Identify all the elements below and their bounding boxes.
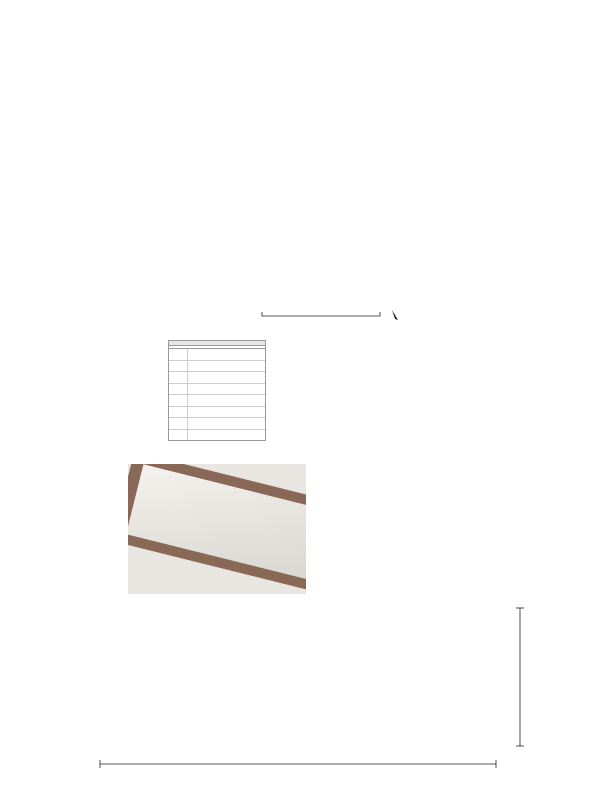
- legend-row: [169, 418, 265, 430]
- finished-piece-photo: [128, 464, 306, 594]
- diagram-1-square-motif: [318, 348, 550, 566]
- legend-row: [169, 361, 265, 373]
- join-icon: [169, 430, 188, 441]
- legend-row: [169, 349, 265, 361]
- legend-row: [169, 430, 265, 441]
- legend-table: [168, 340, 266, 441]
- text-column-3: [394, 36, 562, 45]
- legend-row: [169, 372, 265, 384]
- start-arrow-icon: [169, 407, 188, 418]
- end-arrow-icon: [392, 310, 398, 320]
- slip-stitch-icon: [169, 372, 188, 383]
- single-crochet-icon: [169, 361, 188, 372]
- double-crochet-icon: [169, 384, 188, 395]
- repeat-bracket: [262, 312, 380, 316]
- legend-row: [169, 407, 265, 419]
- picot-icon: [169, 395, 188, 406]
- text-column-1: [36, 36, 204, 45]
- legend-row: [169, 395, 265, 407]
- text-column-2: [216, 36, 381, 45]
- legend-row: [169, 384, 265, 396]
- chain-icon: [169, 349, 188, 360]
- assembly-scheme: [60, 596, 540, 776]
- end-arrow-icon: [169, 418, 188, 429]
